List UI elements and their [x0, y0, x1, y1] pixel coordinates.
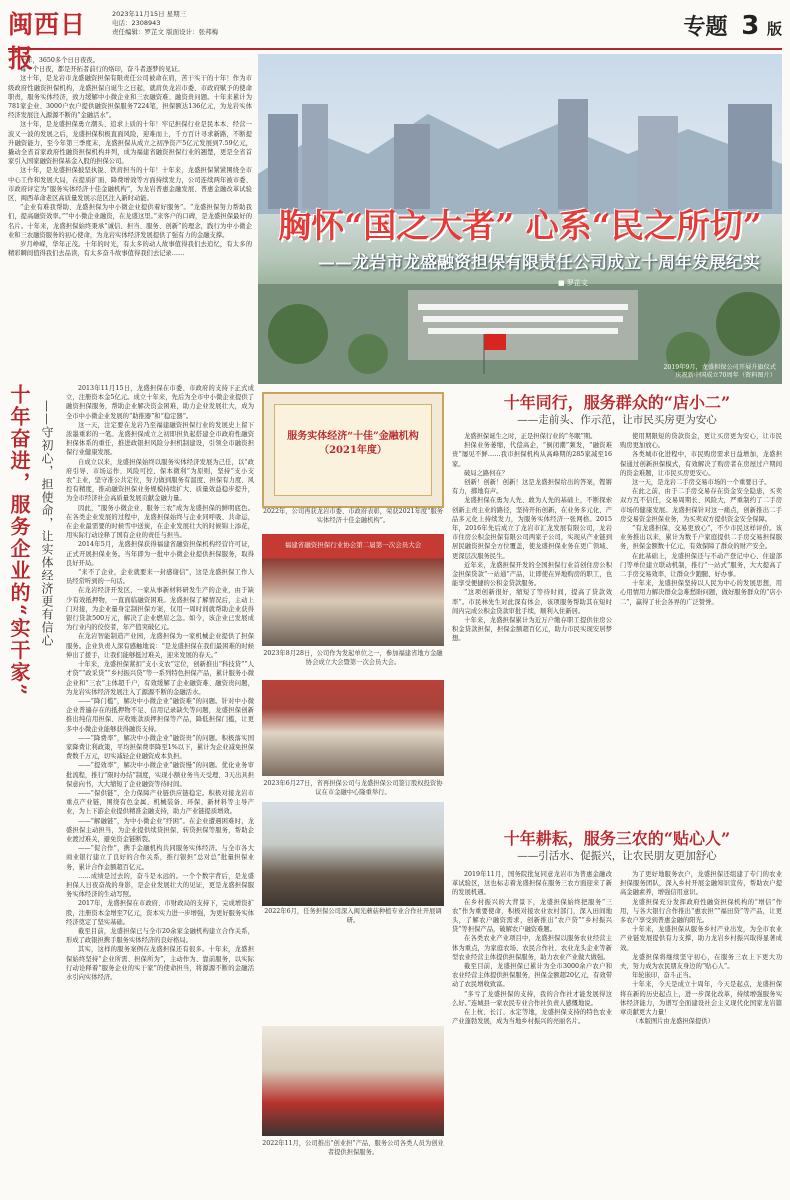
left-subheadline: ——守初心，担使命，让实体经济更有信心 [40, 400, 54, 647]
conference-banner: 福建省融资担保行业协会第二届第一次会员大会 [284, 541, 422, 549]
article1-paragraph: 这一天，注定要在龙岩乃至福建融资担保行业的发展史上留下浓墨重彩的一笔。龙盛担保成立之初即担负起搭建全市政府性融资担保体系的重任，推进政银担风险分担机制建设，引领全市融资担保行业健康发展。 [66, 421, 254, 457]
article1-paragraph: 2013年11月15日，龙盛担保在市委、市政府的支持下正式成立，注册资本金5亿元。成立十年来，先后为全市中小微企业提供了融资担保服务，帮助企业解决资金困难，助力企业发展壮大，成为全市中小微企业发展的“助推器”和“稳定器”。 [66, 385, 254, 420]
intro-paragraph: “企业有难我帮助、龙盛担保为中小微企业提供着好服务”。“龙盛担保努力帮助我们，提高融资效率。”“中小微企业融资，在龙盛这里。”来客户的口碑，是龙盛担保最好的名片。十年来，龙盛担保始终秉承“诚信、担当、服务、创新”的理念，践行为中小微企业和三农融资服务的初心使命，为龙岩实体经济发展提供了强有力的金融支撑。 [8, 204, 252, 239]
issue-meta [112, 10, 218, 37]
newspaper-logo: 闽西日报 [8, 10, 87, 73]
signing-photo [262, 680, 444, 776]
article1-paragraph: ——“解融链”，为中小微企业“纾困”。在企业遭遇困难时，龙盛担保主动担当，为企业提供续贷担保、转贷担保等服务，帮助企业渡过难关，避免资金链断裂。 [66, 817, 254, 843]
article3-paragraph: “多亏了龙盛担保的支持，我的合作社才能发展得这么好。”连城县一家农民专业合作社负责人感慨地说。 [452, 990, 612, 1007]
farm-visit-photo [262, 802, 444, 906]
photo1-caption: 2022年，公司再获龙岩市委、市政府表彰，荣获2021年度“服务实体经济十佳金融机构”。 [262, 508, 444, 524]
intro-paragraph: 这十年，是龙盛担保披坚执锐、铁肩担当的十年！十年来，龙盛担保紧紧围绕全市中心工作和发展大局，在提质扩面、降费增效等方面持续发力，公司连续两年被市委、市政府评定为“服务实体经济十佳金融机构”，为龙岩普惠金融发展、普惠金融改革试验区、闽西革命老区高质量发展示范区注入新时动能。 [8, 167, 252, 203]
article1-paragraph: ——“促合作”，携手金融机构共同服务实体经济。与全市各大商业银行建立了良好的合作关系，推行银担“总对总”批量担保业务，累计合作金额超百亿元。 [66, 845, 254, 871]
article2-paragraph: “这项创新很好，缩短了等待时间，提高了贷款效率”。市民林先生对此深有体会，该项服务帮助其在短时间内完成公积金贷款审批手续，顺利入住新居。 [452, 589, 612, 615]
article2-paragraph: 担保业务萎缩，代偿高企，“倒闭潮”频发，“融资难贵”屡见不鲜……我市担保机构从高峰期的285家减至16家。 [452, 442, 612, 468]
article3-paragraph: 十年来，今天是成立十周年，今天是起点，龙盛担保将在新的历史起点上，进一步深化改革，持续增强服务实体经济能力，为谱写全面建设社会主义现代化国家龙岩篇章贡献更大力量！ [620, 981, 782, 1017]
article2-col1 [452, 432, 612, 812]
article1-paragraph: 2017年，龙盛担保在市政府、市财政局的支持下，完成增资扩股，注册资本金增至7亿元，资本实力进一步增强，为更好服务实体经济奠定了坚实基础。 [66, 900, 254, 926]
article1-paragraph: ——“提效率”，解决中小微企业“融资慢”的问题。优化业务审批流程，推行“限时办结”制度，实现小额业务当天受理、3天出具担保意向书，大大缩短了企业融资等待时间。 [66, 762, 254, 788]
intro-text [8, 56, 252, 378]
article2-paragraph: 破局之路何在？ [464, 469, 509, 477]
left-headline: 十年奋进，服务企业的“实干家” [7, 384, 31, 698]
article3-col2 [620, 870, 782, 1190]
hero-author: ■ 罗芷文 [558, 279, 588, 287]
article1-paragraph: ……成绩是过去的，奋斗是永远的。一个个数字背后，是龙盛担保人日夜奋战的身影，是企业发展壮大的见证，更是龙盛担保服务实体经济的生动写照。 [66, 872, 254, 899]
article1-paragraph: 在龙岩智能制造产业园，龙盛担保为一家机械企业提供了担保服务。企业负责人深有感触地说：“是龙盛担保在我们最困难的时候伸出了援手，让我们能够挺过难关，迎来发展的春天。” [66, 633, 254, 659]
article2-paragraph: 在此之前，由于二手房交易存在资金安全隐患，买卖双方互不信任，交易周期长、风险大，严重制约了二手房市场的健康发展。龙盛担保针对这一痛点，创新推出二手房交易资金担保业务，为买卖双方提供资金安全保障。 [620, 488, 782, 523]
photo2-caption: 2023年8月28日，公司作为发起单位之一，参加福建省地方金融协会成立大会暨第一次会员大会。 [263, 650, 443, 666]
article1-text [66, 384, 254, 1190]
article2-paragraph: 创新！创新！创新！这是龙盛担保给出的答案，铿锵有力，掷地有声。 [452, 479, 612, 496]
article3-paragraph: 十年来，龙盛担保从服务乡村产业出发，为全市农业产业链发展提供有力支撑，助力龙岩乡村振兴取得显著成效。 [620, 926, 782, 952]
award-plaque-text: 服务实体经济“十佳”金融机构（2021年度） [287, 431, 419, 456]
article2-paragraph: 龙盛担保诞生之时，正是担保行业的“冬眠”期。 [464, 433, 597, 440]
intro-paragraph: 这十年，是龙盛担保勇立潮头、追求上质的十年！牢记担保行业是民本本、经营一波又一波的发展之后，龙盛担保积极直面风险，迎难而上，千方百计寻求新路，不断提升融资能力，至今年第三季度末，龙盛担保从成立之初净资产5亿元发展到7.59亿元，撬动全省首家政府性融资担保机构并列，成为福建省融资担保行业的翘楚，更是全省首家引入国家融资担保基金入股的担保公司。 [8, 121, 252, 166]
article1-paragraph: 因此，“服务小微企业、服务三农”成为龙盛担保的鲜明底色。在各类企业发展的过程中，龙盛担保始终与企业同呼吸、共命运，在企业最需要的时候雪中送炭，在企业发展壮大的时候锦上添花，用实际行动诠释了国有企业的责任与担当。 [66, 504, 254, 540]
article3-paragraph: 年轮嵌印，奋斗正当。 [632, 972, 695, 980]
article1-paragraph: 其实，这样的服务案例在龙盛担保还有很多。十年来，龙盛担保始终坚持“企业所需、担保所为”，主动作为、靠前服务，以实际行动诠释着“服务企业的实干家”的使命担当，将源源不断的金融活水引向实体经济。 [66, 946, 254, 981]
article3-col1 [452, 870, 612, 1190]
photo3-caption: 2023年6月27日，省再担保公司与龙盛担保公司签订股权投资协议在市金融中心隆重举行。 [263, 780, 443, 796]
article2-subtitle: ——走前头、作示范，让市民买房更为安心 [517, 414, 717, 426]
article2-paragraph: “有龙盛担保，交易更放心”，不少市民这样评价。该业务推出以来，累计为数千户家庭提供二手房交易担保服务，担保金额数十亿元，有效保障了群众的财产安全。 [620, 525, 782, 551]
intro-paragraph: 每一个日夜，都是开拓者前行的烙印，奋斗者逐梦的见证。 [20, 66, 184, 74]
article3-paragraph: 龙盛担保将继续坚守初心，在服务三农上下更大功夫，努力成为农民朋友身边的“贴心人”。 [620, 953, 782, 971]
article1-paragraph: ——“降门槛”，解决中小微企业“融资难”的问题。针对中小微企业普遍存在的抵押物不足、信用记录缺失等问题，龙盛担保创新推出纯信用担保、应收账款质押担保等产品，降低担保门槛，让更多中小微企业能够获得融资支持。 [66, 697, 254, 733]
article1-paragraph: “来不了企业，企业就要来一封感谢信”，这是龙盛担保工作人员经常听到的一句话。 [66, 569, 254, 586]
article3-paragraph: 为了更好地服务农户，龙盛担保还组建了专门的农业担保服务团队，深入乡村开展金融知识宣传，帮助农户提高金融素养，增强信用意识。 [620, 871, 782, 897]
hero-caption: 2019年9月，龙盛担保公司开展升旗仪式 庆祝新中国成立70周年（资料图片） [663, 364, 776, 379]
article2-paragraph: 这一天，是龙岩二手房交易市场的一个重要日子。 [632, 479, 771, 487]
article2-paragraph: 近年来，龙盛担保开发的全国担保行业首创住房公积金担保贷款“一站通”产品，让即使在异地购房的职工，也能享受便捷的公积金贷款服务。 [452, 561, 612, 588]
article1-paragraph: 截至目前，龙盛担保已与全市20余家金融机构建立合作关系，形成了政银担携手服务实体经济的良好格局。 [66, 927, 254, 945]
article1-paragraph: 在龙岩经济开发区，一家从事新材料研发生产的企业，由于缺少有效抵押物，一直面临融资困难。龙盛担保了解情况后，主动上门对接，为企业量身定制担保方案，仅用一周时间就帮助企业获得银行贷款500万元，解决了企业燃眉之急。如今，该企业已发展成为行业内的佼佼者，年产值突破亿元。 [66, 587, 254, 632]
article3-paragraph: 在上杭、长汀、永定等地，龙盛担保支持的特色农业产业蓬勃发展，成为当地乡村振兴的亮丽名片。 [452, 1009, 612, 1026]
intro-paragraph: 十年，3650多个日日夜夜。 [20, 57, 99, 64]
issue-date: 2023年11月15日 星期三 [112, 10, 187, 18]
article3-paragraph: （本版图片由龙盛担保提供） [632, 1018, 714, 1026]
issue-phone: 电话：2308943 [112, 19, 161, 27]
article3-subtitle: ——引活水、促振兴，让农民朋友更加舒心 [517, 850, 717, 862]
article2-title: 十年同行，服务群众的“店小二” [503, 393, 731, 412]
section-name: 专题 [683, 15, 728, 40]
article2-paragraph: 在此基础上，龙盛担保还与不动产登记中心、住建部门等单位建立联动机制，推行“一站式”服务，大大提高了二手房交易效率，让群众少跑腿、好办事。 [620, 552, 782, 579]
article3-paragraph: 2019年11月，国务院批复同意龙岩市为普惠金融改革试验区，这也标志着龙盛担保在服务三农方面迎来了新的发展机遇。 [452, 871, 612, 897]
article1-paragraph: 十年来，龙盛担保紧扣“支小支农”定位，创新推出“科技贷”“人才贷”“政采贷”“乡村振兴贷”等一系列特色担保产品，累计服务小微企业和“三农”主体超千户，有效缓解了企业融资难、融资贵问题，为龙岩实体经济发展注入了源源不断的金融活水。 [66, 661, 254, 696]
intro-paragraph: 岁月峥嵘，华年正茂。十年的时光，有太多的动人故事值得我们去追忆，有太多的精彩瞬间值得我们去品读，有太多奋斗故事值得我们去记录…… [8, 241, 252, 258]
article3-paragraph: 在各类农业产业项目中，龙盛担保以服务农业经营主体为重点，为家庭农场、农民合作社、农业龙头企业等新型农业经营主体提供担保服务，助力农业产业做大做强。 [452, 935, 612, 961]
article2-paragraph: 各类城市化进程中，市民购房需求日益增加，龙盛担保通过创新担保模式，有效解决了购房者在房屋过户期间的资金难题，让市民买房更安心。 [620, 451, 782, 477]
article2-paragraph: 十年来，龙盛担保累计为近万户缴存职工提供住房公积金贷款担保，担保金额超百亿元，助力市民实现安居梦想。 [452, 617, 612, 643]
article1-paragraph: 自成立以来，龙盛担保始终以服务实体经济发展为己任，以“政府引导、市场运作、风险可控、保本微利”为原则，坚持“支小支农”主业，坚守准公共定位，努力做到服务有温度、担保有力度、风控有精度，推动融资担保业务规模持续扩大、质量效益稳步提升，为全市经济社会高质量发展贡献金融力量。 [66, 458, 254, 503]
intro-paragraph: 这十年，是龙岩市龙盛融资担保有限责任公司被命在肩，苦干实干的十年！作为市级政府性融资担保机构，龙盛担保自诞生之日起，就肩负龙岩市委、市政府赋予的使命职责，服务实体经济，致力缓解中小微企业和三农融资难、融资贵问题。十年来累计为781家企业、3000户农户提供融资担保服务7224笔，担保额达136亿元，为龙岩实体经济发展注入源源不断的“金融活水”。 [8, 75, 252, 120]
section-label [684, 10, 782, 41]
photo4-caption: 2022年6月，任务担保公司深入闽光蘑菇种植专业合作社开展调研。 [264, 908, 442, 924]
page-unit: 版 [766, 20, 782, 38]
hero-subtitle: ——龙岩市龙盛融资担保有限责任公司成立十周年发展纪实 [318, 253, 760, 273]
hero-photo [258, 54, 782, 384]
conference-photo [262, 534, 444, 646]
article2-col2 [620, 432, 782, 812]
article3-paragraph: 在乡村振兴的大背景下，龙盛担保始终把服务“三农”作为重要使命，积极对接农业农村部门，深入田间地头，了解农户融资需求，创新推出“农户贷”“乡村振兴贷”等担保产品，破解农户融资难题。 [452, 898, 612, 934]
article3-title: 十年耕耘，服务三农的“贴心人” [503, 829, 731, 848]
article3-paragraph: 龙盛担保充分发挥政府性融资担保机构的“增信”作用，与各大银行合作推出“惠农担”“福田贷”等产品，让更多农户享受到普惠金融的阳光。 [620, 898, 782, 925]
page-number: 3 [741, 11, 760, 41]
award-photo [262, 392, 444, 508]
article3-paragraph: 截至目前，龙盛担保已累计为全市3000余户农户和农业经营主体提供担保服务，担保金额超20亿元，有效带动了农民增收致富。 [452, 963, 612, 989]
service-photo [262, 1026, 444, 1136]
article2-paragraph: 龙盛担保在勇为人先、敢为人先的基础上，不断探索创新主责主业的路径，坚持开拓创新，在业务多元化、产品多元化上持续发力，为服务实体经济一张网格。2015年，2016年先后成立了龙岩市汇龙发展有限公司，龙岩市住房公积金担保有限公司两家子公司，实现从产业链到居民融资担保全方位覆盖，使龙盛担保业务在更广领域、更深层次服务民生。 [452, 497, 612, 560]
photo5-caption: 2022年11月，公司推出“创业担”产品，服务公司各类人员为创业者提供担保服务。 [262, 1140, 444, 1156]
article2-paragraph: 十年来，龙盛担保坚持以人民为中心的发展思想，用心用情用力解决群众急难愁盼问题，做好服务群众的“店小二”，赢得了社会各界的广泛赞誉。 [620, 580, 782, 606]
issue-editors: 责任编辑：罗芷文 版面设计：张邦梅 [112, 28, 219, 36]
article1-paragraph: 2014年5月，龙盛担保获得福建省融资担保机构经营许可证，正式开展担保业务。当年即为一批中小微企业提供担保服务，取得良好开局。 [66, 541, 254, 567]
article2-paragraph: 使用期限短的贷款资金，更让买房更为安心，让市民购房更加放心。 [620, 433, 782, 450]
hero-title: 胸怀“国之大者” 心系“民之所切” [278, 206, 762, 245]
article1-paragraph: ——“保供链”，全力保障产业链供应链稳定。积极对接龙岩市重点产业链，围绕有色金属、机械装备、环保、新材料等主导产业，为上下游企业提供精准金融支持，助力产业链提质增效。 [66, 789, 254, 816]
article1-paragraph: ——“降费率”，解决中小微企业“融资贵”的问题。积极落实国家降费让利政策，平均担保费率降至1%以下，累计为企业减免担保费数千万元，切实减轻企业融资成本负担。 [66, 734, 254, 761]
